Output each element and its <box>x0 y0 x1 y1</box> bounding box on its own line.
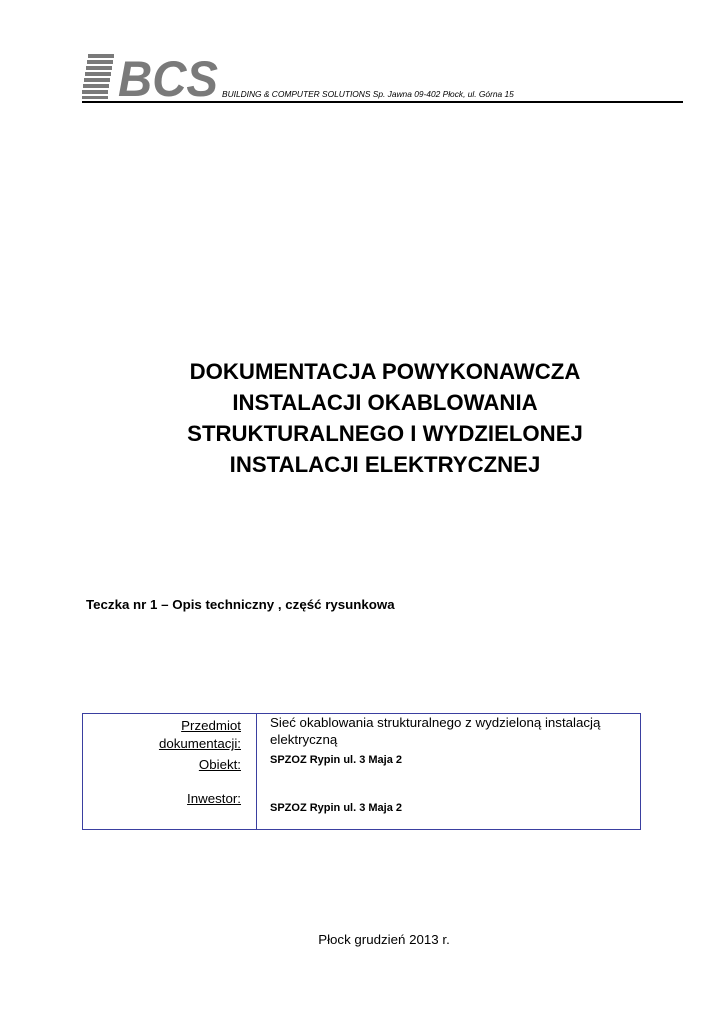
title-line-4: INSTALACJI ELEKTRYCZNEJ <box>229 452 541 477</box>
document-title <box>90 356 680 480</box>
subject-label-line-2: dokumentacji: <box>158 736 241 751</box>
subject-value-line-1: Sieć okablowania strukturalnego z wydzieloną instalacją <box>270 715 601 730</box>
table-column-divider <box>256 714 257 829</box>
company-address-line: BUILDING & COMPUTER SOLUTIONS Sp. Jawna 09-402 Płock, ul. Górna 15 <box>222 89 514 99</box>
place-and-date: Płock grudzień 2013 r. <box>318 932 450 947</box>
bcs-logo <box>82 52 222 100</box>
svg-text:BCS: BCS <box>118 52 218 100</box>
subject-value-line-2: elektryczną <box>270 732 338 747</box>
subject-label-line-1: Przedmiot <box>181 718 241 733</box>
title-line-3: STRUKTURALNEGO I WYDZIELONEJ <box>187 421 583 446</box>
title-line-1: DOKUMENTACJA POWYKONAWCZA <box>189 359 581 384</box>
object-value: SPZOZ Rypin ul. 3 Maja 2 <box>270 754 403 766</box>
object-label: Obiekt: <box>198 757 241 772</box>
document-info-table <box>82 713 641 830</box>
folder-description: Teczka nr 1 – Opis techniczny , część rysunkowa <box>86 597 395 612</box>
investor-value: SPZOZ Rypin ul. 3 Maja 2 <box>270 802 403 814</box>
investor-label: Inwestor: <box>187 791 241 806</box>
header-divider <box>82 101 683 103</box>
title-line-2: INSTALACJI OKABLOWANIA <box>232 390 538 415</box>
